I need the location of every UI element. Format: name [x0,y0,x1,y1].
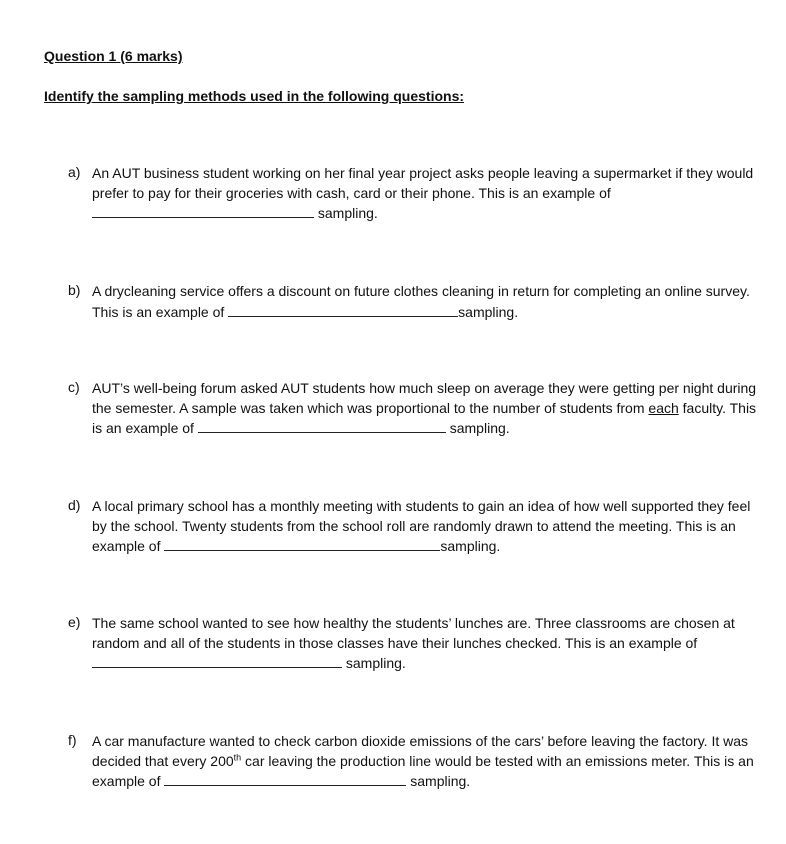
question-letter: d) [68,497,81,513]
question-text-before: The same school wanted to see how healthy the students’ lunches are. Three classrooms are chosen at random and all of the students in those classes have their lunches checked. This is an example of [92,615,735,651]
question-text-part2: car leaving the production line would be tested with an emissions meter. This is an example of [92,752,754,789]
question-letter: e) [68,614,81,630]
instruction-heading: Identify the sampling methods used in the following questions: [44,88,465,104]
question-d [68,497,758,557]
question-letter: b) [68,282,81,298]
question-text-part1: A car manufacture wanted to check carbon dioxide emissions of the cars’ before leaving the factory. It was decided that every 200 [92,733,749,769]
question-text-after: sampling. [458,303,519,320]
question-text-after: sampling. [445,420,510,436]
answer-blank[interactable] [92,653,342,668]
question-text [92,614,758,674]
question-letter: f) [68,732,77,748]
question-text-after: sampling. [440,538,501,554]
question-text-after: sampling. [314,205,378,221]
question-text [92,379,758,439]
question-text [92,282,758,322]
answer-blank[interactable] [164,771,406,786]
question-letter: c) [68,379,80,395]
question-e [68,614,758,674]
question-letter: a) [68,164,81,180]
question-text [92,497,758,557]
answer-blank[interactable] [164,536,440,551]
question-text-before: A local primary school has a monthly meeting with students to gain an idea of how well supported they feel by the school. Twenty students from the school roll are randomly drawn to attend the meeting. This is an example of [92,498,751,554]
question-b [68,282,758,322]
answer-blank[interactable] [198,418,446,433]
question-title: Question 1 (6 marks) [44,48,183,64]
question-f [68,732,758,792]
answer-blank[interactable] [92,203,314,218]
answer-blank[interactable] [228,302,458,317]
underlined-word: each [648,399,679,416]
question-a [68,164,758,224]
question-text-part1: AUT’s well-being forum asked AUT students how much sleep on average they were getting per night during the semester. A sample was taken which was proportional to the number of students from [92,380,757,416]
question-text-after: sampling. [406,773,471,789]
question-text-before: An AUT business student working on her final year project asks people leaving a supermarket if they would prefer to pay for their groceries with cash, card or their phone. This is an example of [92,165,754,201]
question-text [92,732,758,792]
question-text [92,164,758,224]
ordinal-superscript: th [233,751,242,762]
question-c [68,379,758,439]
question-text-part2: faculty. This is an example of [92,399,757,436]
question-text-after: sampling. [342,655,406,671]
question-text-before: A drycleaning service offers a discount on future clothes cleaning in return for completing an online survey. This is an example of [92,283,750,320]
